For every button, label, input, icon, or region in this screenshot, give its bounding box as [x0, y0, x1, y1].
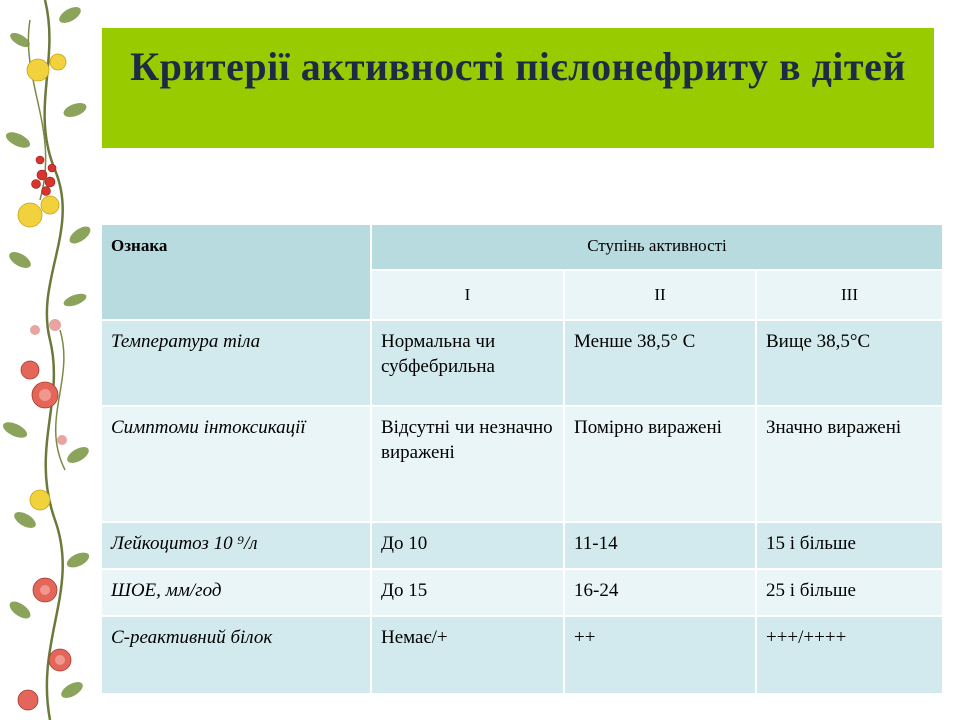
table-cell: Відсутні чи незначно виражені [371, 406, 564, 522]
row-label-crp: С-реактивний білок [101, 616, 371, 694]
table-cell: Вище 38,5°С [756, 320, 943, 406]
floral-border-icon [0, 0, 100, 720]
table-cell: Немає/+ [371, 616, 564, 694]
table-cell: ++ [564, 616, 756, 694]
table-cell: +++/++++ [756, 616, 943, 694]
row-label-esr: ШОЕ, мм/год [101, 569, 371, 616]
header-degree-1: I [371, 270, 564, 320]
table-row [101, 616, 943, 694]
header-feature: Ознака [101, 224, 371, 320]
table-row [101, 320, 943, 406]
criteria-table [100, 223, 944, 695]
header-degree-3: III [756, 270, 943, 320]
table-cell: Нормальна чи субфебрильна [371, 320, 564, 406]
table-cell: Помірно виражені [564, 406, 756, 522]
table-cell: 25 і більше [756, 569, 943, 616]
header-activity: Ступінь активності [371, 224, 943, 270]
page-title: Критерії активності пієлонефриту в дітей [130, 44, 906, 89]
table-cell: До 10 [371, 522, 564, 569]
table-cell: Менше 38,5° С [564, 320, 756, 406]
row-label-temperature: Температура тіла [101, 320, 371, 406]
table-cell: 11-14 [564, 522, 756, 569]
row-label-leukocytosis: Лейкоцитоз 10 ⁹/л [101, 522, 371, 569]
title-banner [102, 28, 934, 148]
table-row [101, 406, 943, 522]
row-label-intoxication: Симптоми інтоксикації [101, 406, 371, 522]
table-row [101, 569, 943, 616]
table-cell: 16-24 [564, 569, 756, 616]
table-row [101, 522, 943, 569]
table-cell: До 15 [371, 569, 564, 616]
header-degree-2: II [564, 270, 756, 320]
table-cell: Значно виражені [756, 406, 943, 522]
table-cell: 15 і більше [756, 522, 943, 569]
